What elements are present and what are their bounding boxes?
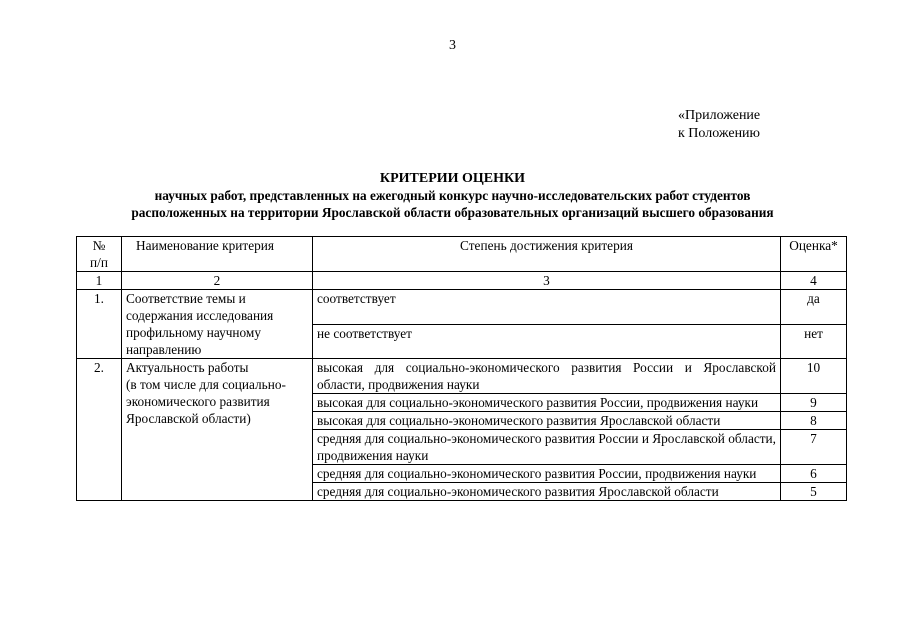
score-value: 7 [781, 430, 847, 465]
appendix-line-1: «Приложение [678, 108, 761, 123]
table-row [77, 290, 847, 325]
column-number-cell: 4 [781, 272, 847, 290]
document-subtitle-line-1: научных работ, представленных на ежегодный конкурс научно-исследовательских работ студентов [154, 188, 751, 203]
achievement-level: высокая для социально-экономического развития России, продвижения науки [313, 394, 781, 412]
document-heading [0, 170, 905, 221]
column-number-row [77, 272, 847, 290]
document-title: КРИТЕРИИ ОЦЕНКИ [379, 171, 526, 186]
column-number-cell: 3 [313, 272, 781, 290]
table-header-cell: Оценка* [781, 237, 847, 272]
achievement-level: высокая для социально-экономического развития Ярославской области [313, 412, 781, 430]
page-number: 3 [449, 38, 456, 53]
criterion-number: 2. [77, 359, 122, 501]
score-value: 6 [781, 465, 847, 483]
achievement-level: высокая для социально-экономического развития России и Ярославской области, продвижения науки [313, 359, 781, 394]
criterion-name: Соответствие темы и содержания исследования профильному научному направлению [122, 290, 313, 359]
achievement-level: средняя для социально-экономического развития России, продвижения науки [313, 465, 781, 483]
criteria-table [76, 236, 847, 501]
achievement-level: средняя для социально-экономического развития России и Ярославской области, продвижения науки [313, 430, 781, 465]
table-header-cell: Степень достижения критерия [313, 237, 781, 272]
score-value: 10 [781, 359, 847, 394]
criterion-name: Актуальность работы (в том числе для социально-экономического развития Ярославской области) [122, 359, 313, 501]
score-value: да [781, 290, 847, 325]
score-value: 9 [781, 394, 847, 412]
appendix-note [678, 107, 760, 143]
score-value: нет [781, 324, 847, 359]
table-header-cell: Наименование критерия [122, 237, 313, 272]
table-row [77, 359, 847, 394]
score-value: 8 [781, 412, 847, 430]
achievement-level: соответствует [313, 290, 781, 325]
table-header-row [77, 237, 847, 272]
score-value: 5 [781, 483, 847, 501]
column-number-cell: 1 [77, 272, 122, 290]
criterion-number: 1. [77, 290, 122, 359]
achievement-level: средняя для социально-экономического развития Ярославской области [313, 483, 781, 501]
column-number-cell: 2 [122, 272, 313, 290]
document-subtitle-line-2: расположенных на территории Ярославской области образовательных организаций высшего образования [131, 205, 774, 220]
achievement-level: не соответствует [313, 324, 781, 359]
appendix-line-2: к Положению [678, 126, 761, 141]
table-header-cell: № п/п [77, 237, 122, 272]
